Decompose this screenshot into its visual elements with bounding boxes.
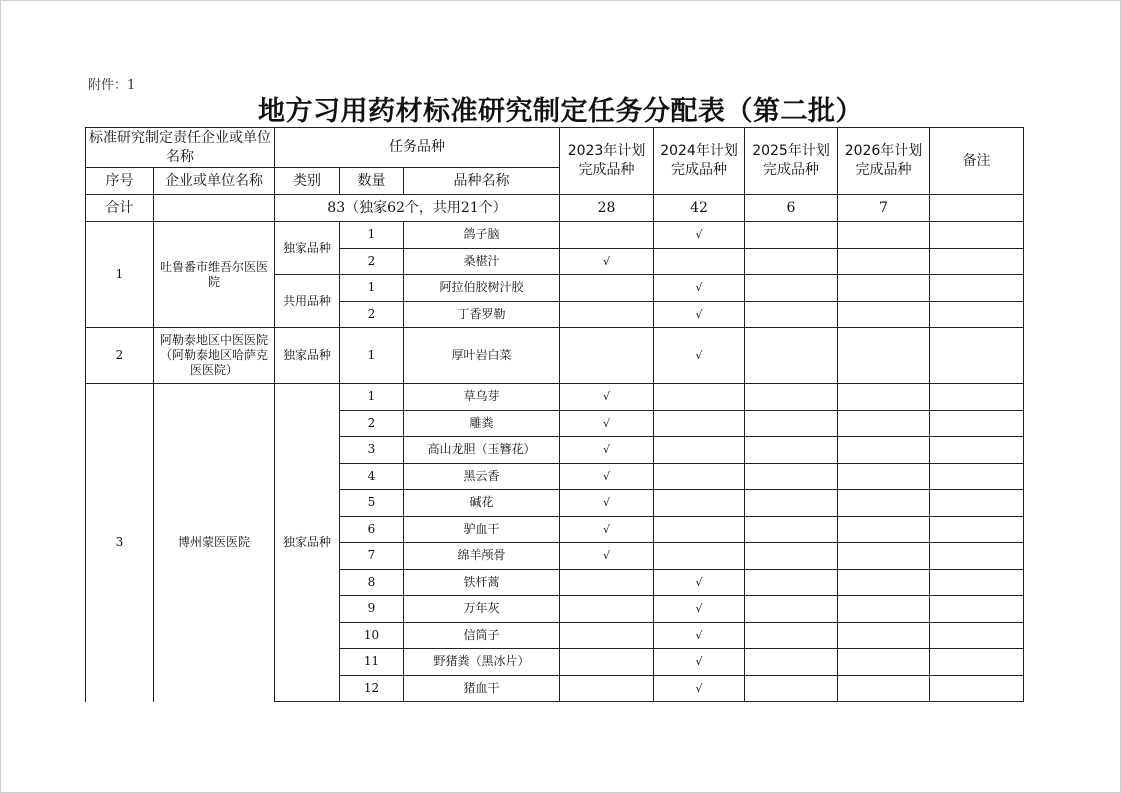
header-responsible-unit: 标准研究制定责任企业或单位名称 (86, 128, 275, 168)
row-year-2025 (745, 328, 838, 384)
row-year-2025 (745, 516, 838, 543)
row-variety-name: 厚叶岩白菜 (404, 328, 560, 384)
row-year-2024 (654, 301, 745, 328)
row-quantity-no: 6 (340, 516, 404, 543)
totals-2026: 7 (838, 195, 930, 222)
row-seq: 2 (86, 328, 154, 384)
row-variety-name: 黑云香 (404, 463, 560, 490)
row-remarks (930, 649, 1024, 676)
row-remarks (930, 596, 1024, 623)
row-year-2023 (560, 463, 654, 490)
row-year-2026 (838, 328, 930, 384)
row-year-2025 (745, 490, 838, 517)
check-mark-icon: √ (603, 254, 611, 268)
row-year-2025 (745, 649, 838, 676)
row-remarks (930, 222, 1024, 249)
table-row (86, 328, 1024, 384)
totals-summary: 83（独家62个，共用21个） (275, 195, 560, 222)
row-variety-name: 铁杆蒿 (404, 569, 560, 596)
row-quantity-no: 1 (340, 384, 404, 411)
totals-2024: 42 (654, 195, 745, 222)
row-year-2026 (838, 301, 930, 328)
row-year-2026 (838, 569, 930, 596)
row-year-2023 (560, 328, 654, 384)
row-remarks (930, 543, 1024, 570)
check-mark-icon: √ (603, 390, 611, 404)
row-year-2023 (560, 301, 654, 328)
check-mark-icon: √ (695, 602, 703, 616)
row-variety-name: 绵羊颅骨 (404, 543, 560, 570)
row-quantity-no: 1 (340, 328, 404, 384)
row-remarks (930, 463, 1024, 490)
attachment-label: 附件：1 (88, 78, 136, 93)
row-year-2024 (654, 649, 745, 676)
totals-row (86, 195, 1024, 222)
row-year-2026 (838, 275, 930, 302)
check-mark-icon: √ (695, 655, 703, 669)
row-quantity-no: 4 (340, 463, 404, 490)
row-year-2024 (654, 328, 745, 384)
row-remarks (930, 490, 1024, 517)
row-remarks (930, 437, 1024, 464)
row-quantity-no: 12 (340, 675, 404, 702)
row-year-2026 (838, 222, 930, 249)
row-year-2024 (654, 622, 745, 649)
row-category: 独家品种 (275, 384, 340, 702)
row-year-2024 (654, 490, 745, 517)
row-year-2026 (838, 596, 930, 623)
check-mark-icon: √ (603, 549, 611, 563)
check-mark-icon: √ (695, 307, 703, 321)
header-category: 类别 (275, 168, 340, 195)
row-year-2026 (838, 248, 930, 275)
row-quantity-no: 2 (340, 410, 404, 437)
row-quantity-no: 7 (340, 543, 404, 570)
header-task-varieties: 任务品种 (275, 128, 560, 168)
row-year-2024 (654, 437, 745, 464)
table-row (86, 222, 1024, 249)
row-year-2026 (838, 516, 930, 543)
row-quantity-no: 8 (340, 569, 404, 596)
row-year-2025 (745, 437, 838, 464)
row-year-2026 (838, 463, 930, 490)
header-seq: 序号 (86, 168, 154, 195)
header-variety-name: 品种名称 (404, 168, 560, 195)
row-year-2023 (560, 275, 654, 302)
row-remarks (930, 301, 1024, 328)
header-2023: 2023年计划完成品种 (560, 128, 654, 195)
check-mark-icon: √ (695, 349, 703, 362)
row-year-2024 (654, 248, 745, 275)
row-variety-name: 阿拉伯胶树汁胶 (404, 275, 560, 302)
check-mark-icon: √ (603, 469, 611, 483)
row-unit-name: 吐鲁番市维吾尔医医院 (154, 222, 275, 328)
header-quantity: 数量 (340, 168, 404, 195)
row-variety-name: 野猪粪（黑冰片） (404, 649, 560, 676)
check-mark-icon: √ (603, 443, 611, 457)
row-variety-name: 信筒子 (404, 622, 560, 649)
check-mark-icon: √ (603, 496, 611, 510)
row-year-2023 (560, 248, 654, 275)
row-variety-name: 万年灰 (404, 596, 560, 623)
row-year-2023 (560, 543, 654, 570)
row-year-2024 (654, 275, 745, 302)
row-year-2025 (745, 275, 838, 302)
row-year-2025 (745, 384, 838, 411)
row-year-2026 (838, 384, 930, 411)
header-2024: 2024年计划完成品种 (654, 128, 745, 195)
row-variety-name: 碱花 (404, 490, 560, 517)
row-year-2023 (560, 516, 654, 543)
row-year-2023 (560, 596, 654, 623)
row-remarks (930, 569, 1024, 596)
row-remarks (930, 328, 1024, 384)
row-year-2024 (654, 596, 745, 623)
row-variety-name: 高山龙胆（玉簪花） (404, 437, 560, 464)
header-2026: 2026年计划完成品种 (838, 128, 930, 195)
row-year-2023 (560, 437, 654, 464)
row-year-2023 (560, 490, 654, 517)
row-quantity-no: 2 (340, 248, 404, 275)
row-variety-name: 桑椹汁 (404, 248, 560, 275)
row-remarks (930, 675, 1024, 702)
row-category: 共用品种 (275, 275, 340, 328)
row-remarks (930, 516, 1024, 543)
allocation-table (85, 127, 1024, 702)
row-year-2025 (745, 675, 838, 702)
row-year-2024 (654, 516, 745, 543)
row-unit-name: 阿勒泰地区中医医院（阿勒泰地区哈萨克医医院） (154, 328, 275, 384)
row-year-2026 (838, 649, 930, 676)
row-year-2026 (838, 675, 930, 702)
row-variety-name: 丁香罗勒 (404, 301, 560, 328)
row-seq: 1 (86, 222, 154, 328)
header-unit-name: 企业或单位名称 (154, 168, 275, 195)
row-year-2024 (654, 675, 745, 702)
totals-unit-blank (154, 195, 275, 222)
row-category: 独家品种 (275, 328, 340, 384)
row-year-2025 (745, 569, 838, 596)
table-row (86, 384, 1024, 411)
row-remarks (930, 622, 1024, 649)
row-year-2023 (560, 384, 654, 411)
row-category: 独家品种 (275, 222, 340, 275)
row-year-2024 (654, 222, 745, 249)
check-mark-icon: √ (695, 228, 703, 242)
row-quantity-no: 2 (340, 301, 404, 328)
row-quantity-no: 9 (340, 596, 404, 623)
row-remarks (930, 384, 1024, 411)
totals-remarks (930, 195, 1024, 222)
row-year-2023 (560, 675, 654, 702)
row-year-2025 (745, 410, 838, 437)
row-variety-name: 草乌芽 (404, 384, 560, 411)
header-remarks: 备注 (930, 128, 1024, 195)
row-seq: 3 (86, 384, 154, 702)
check-mark-icon: √ (695, 281, 703, 295)
row-year-2025 (745, 248, 838, 275)
header-2025: 2025年计划完成品种 (745, 128, 838, 195)
page-title: 地方习用药材标准研究制定任务分配表（第二批） (258, 96, 863, 127)
row-quantity-no: 10 (340, 622, 404, 649)
row-year-2024 (654, 410, 745, 437)
row-year-2025 (745, 463, 838, 490)
row-remarks (930, 248, 1024, 275)
row-year-2026 (838, 437, 930, 464)
totals-2023: 28 (560, 195, 654, 222)
check-mark-icon: √ (603, 522, 611, 536)
row-year-2025 (745, 622, 838, 649)
check-mark-icon: √ (695, 575, 703, 589)
row-year-2023 (560, 649, 654, 676)
row-remarks (930, 275, 1024, 302)
check-mark-icon: √ (695, 628, 703, 642)
row-year-2025 (745, 301, 838, 328)
totals-2025: 6 (745, 195, 838, 222)
row-quantity-no: 11 (340, 649, 404, 676)
row-year-2023 (560, 569, 654, 596)
row-year-2024 (654, 384, 745, 411)
row-year-2024 (654, 569, 745, 596)
row-year-2025 (745, 543, 838, 570)
row-year-2026 (838, 490, 930, 517)
row-year-2024 (654, 463, 745, 490)
check-mark-icon: √ (695, 681, 703, 695)
row-year-2025 (745, 596, 838, 623)
row-year-2023 (560, 410, 654, 437)
row-year-2026 (838, 622, 930, 649)
row-variety-name: 雕粪 (404, 410, 560, 437)
row-variety-name: 猪血干 (404, 675, 560, 702)
row-variety-name: 鸽子脑 (404, 222, 560, 249)
row-year-2023 (560, 622, 654, 649)
row-year-2026 (838, 410, 930, 437)
row-year-2026 (838, 543, 930, 570)
row-unit-name: 博州蒙医医院 (154, 384, 275, 702)
check-mark-icon: √ (603, 416, 611, 430)
row-remarks (930, 410, 1024, 437)
row-quantity-no: 5 (340, 490, 404, 517)
row-variety-name: 驴血干 (404, 516, 560, 543)
row-year-2023 (560, 222, 654, 249)
row-year-2024 (654, 543, 745, 570)
row-quantity-no: 3 (340, 437, 404, 464)
totals-label: 合计 (86, 195, 154, 222)
row-quantity-no: 1 (340, 275, 404, 302)
row-year-2025 (745, 222, 838, 249)
row-quantity-no: 1 (340, 222, 404, 249)
